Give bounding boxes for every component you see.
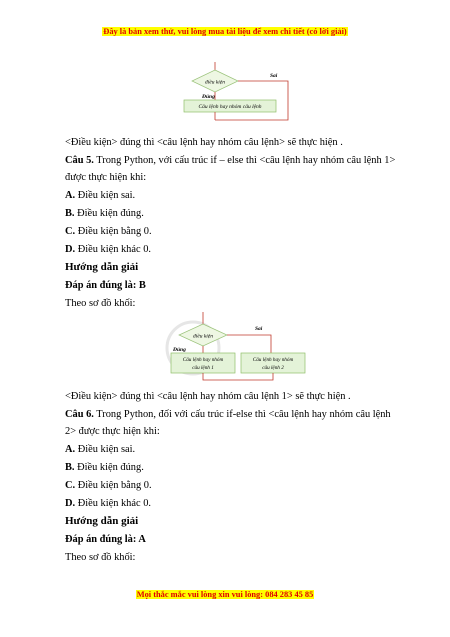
statement-2-label-line2: câu lệnh 2 <box>262 365 284 371</box>
true-label: Đúng <box>173 347 186 353</box>
question-6-text: Trong Python, đối với cấu trúc if-else thì <câu lệnh hay nhóm câu lệnh <box>93 409 391 420</box>
q6-diagram-intro: Theo sơ đồ khối: <box>65 552 136 563</box>
question-5-stem-cont: được thực hiện khi: <box>65 172 147 183</box>
true-label: Đúng <box>202 94 215 100</box>
condition-label: điều kiện <box>192 333 214 340</box>
statement-label: Câu lệnh hay nhóm câu lệnh <box>198 104 262 110</box>
contact-banner-text: Mọi thắc mắc vui lòng xin vui lòng: 084 283 45 85 <box>136 590 314 599</box>
q6-option-b: B. Điều kiện đúng. <box>65 462 144 473</box>
explanation-2: <Điều kiện> đúng thì <câu lệnh hay nhóm câu lệnh 1> sẽ thực hiện . <box>65 391 351 402</box>
q5-option-c: C. Điều kiện bằng 0. <box>65 226 152 237</box>
q5-option-a: A. Điều kiện sai. <box>65 190 136 201</box>
contact-banner <box>0 589 450 600</box>
q5-option-d: D. Điều kiện khác 0. <box>65 244 151 255</box>
false-label: Sai <box>270 73 278 79</box>
question-6-label: Câu 6. <box>65 409 94 420</box>
explanation-1: <Điều kiện> đúng thì <câu lệnh hay nhóm câu lệnh> sẽ thực hiện . <box>65 137 343 148</box>
condition-label: điều kiện <box>204 79 226 86</box>
q6-guide-heading: Hướng dẫn giải <box>65 515 139 527</box>
false-label: Sai <box>255 326 263 332</box>
preview-banner-text: Đây là bản xem thử, vui lòng mua tài liệu để xem chi tiết (có lời giải) <box>103 27 347 36</box>
statement-2-label-line1: Câu lệnh hay nhóm <box>252 357 294 363</box>
question-5-label: Câu 5. <box>65 155 94 166</box>
q5-option-b: B. Điều kiện đúng. <box>65 208 144 219</box>
q5-guide-heading: Hướng dẫn giải <box>65 261 139 273</box>
question-5-stem <box>65 154 395 167</box>
statement-1-label-line2: câu lệnh 1 <box>192 365 214 371</box>
q6-option-a: A. Điều kiện sai. <box>65 444 136 455</box>
question-6-stem-cont: 2> được thực hiện khi: <box>65 426 160 437</box>
q5-answer: Đáp án đúng là: B <box>65 280 146 291</box>
q6-option-d: D. Điều kiện khác 0. <box>65 498 151 509</box>
q6-option-c: C. Điều kiện bằng 0. <box>65 480 152 491</box>
flowchart-if-else <box>163 312 313 389</box>
question-6-stem <box>65 408 391 421</box>
statement-1-label-line1: Câu lệnh hay nhóm <box>182 357 224 363</box>
q5-diagram-intro: Theo sơ đồ khối: <box>65 298 136 309</box>
question-5-text: Trong Python, với cấu trúc if – else thì <câu lệnh hay nhóm câu lệnh 1> <box>93 155 396 166</box>
preview-banner <box>0 26 450 37</box>
flowchart-if <box>178 62 298 127</box>
q6-answer: Đáp án đúng là: A <box>65 534 146 545</box>
